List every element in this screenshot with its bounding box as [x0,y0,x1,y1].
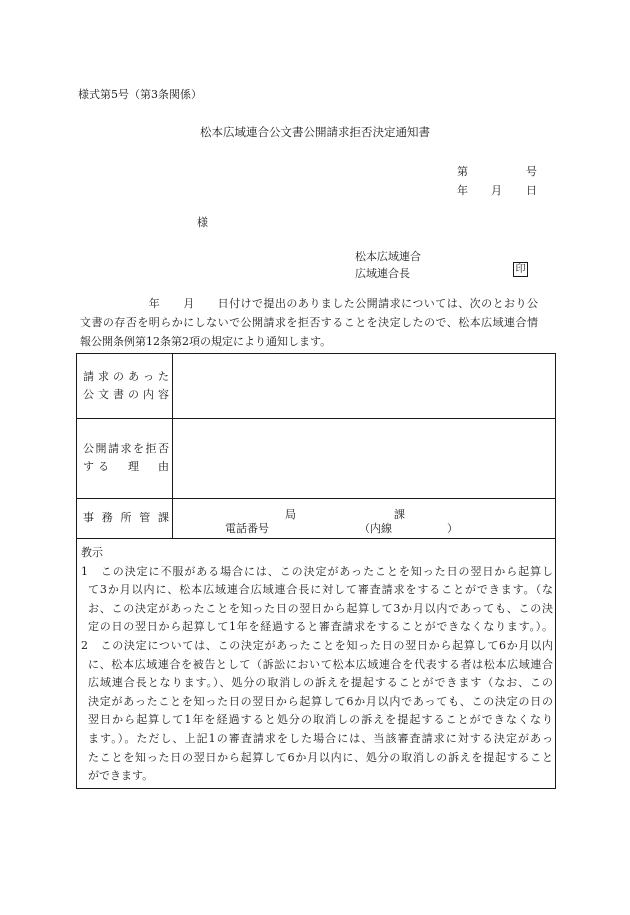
document-number-label: 第 [457,165,468,178]
instruction-line: 2 この決定については、この決定があったことを知った日の翌日から起算して6か月以内 [81,638,553,652]
row-divider [77,538,555,539]
requested-document-label: 請求のあった 公文書の内容 [83,370,169,401]
decision-table [76,353,556,789]
instruction-line: て3か月以内に、松本広域連合広域連合長に対して審査請求をすることができます。（な [88,583,553,597]
instruction-line: お、この決定があったことを知った日の翌日から起算して3か月以内であっても、この決 [88,601,553,615]
sender-organization: 松本広域連合 [355,250,421,263]
instruction-line: 翌日から起算して1年を経過すると処分の取消しの訴えを提起することができなくなり [88,713,553,727]
instruction-line: に、松本広域連合を被告として（訴訟において松本広域連合を代表する者は松本広域連合 [88,657,553,671]
phone-label: 電話番号 [225,522,269,535]
body-line: 年 月 日付けで提出のありました公開請求については、次のとおり公 [80,297,538,310]
form-number: 様式第5号（第3条関係） [78,88,202,101]
date-day-label: 日 [526,184,537,197]
row-divider [77,418,555,419]
instructions-title: 教示 [81,546,103,559]
date-month-label: 月 [491,184,502,197]
date-year-label: 年 [457,184,468,197]
notice-body [80,294,538,351]
office-in-charge-label: 事務所管課 [83,511,169,524]
document-number-suffix: 号 [526,165,537,178]
sender-title: 広域連合長 [355,267,410,280]
seal-mark: 印 [513,262,528,277]
instruction-line: 広域連合長となります。）、処分の取消しの訴えを提起することができます（なお、この [88,676,553,690]
instruction-line: ます。）。ただし、上記1の審査請求をした場合には、当該審査請求に対する決定があっ [88,731,553,745]
bureau-label: 局 [285,508,296,521]
refusal-reason-label: 公開請求を拒否 する 理 由 [83,442,169,473]
instruction-line: 1 この決定に不服がある場合には、この決定があったことを知った日の翌日から起算し [81,564,553,578]
section-label: 課 [394,508,405,521]
instruction-line: ができます。 [88,769,154,783]
document-title: 松本広域連合公文書公開請求拒否決定通知書 [200,125,430,139]
row-divider [77,498,555,499]
instruction-line: 定の日の翌日から起算して1年を経過すると審査請求をすることができなくなります。）。 [88,620,553,634]
extension-label: （内線 ） [359,522,458,535]
column-divider [172,354,173,538]
addressee-honorific: 様 [197,216,208,229]
appeal-instructions [81,544,553,786]
instruction-line: たことを知った日の翌日から起算して6か月以内に、処分の取消しの訴えを提起すること [88,750,553,764]
instruction-line: 決定があったことを知った日の翌日から起算して6か月以内であっても、この決定の日の [88,694,553,708]
body-line: 文書の存否を明らかにしないで公開請求を拒否することを決定したので、松本広域連合情 [80,316,538,329]
body-line: 報公開条例第12条第2項の規定により通知します。 [80,335,332,348]
